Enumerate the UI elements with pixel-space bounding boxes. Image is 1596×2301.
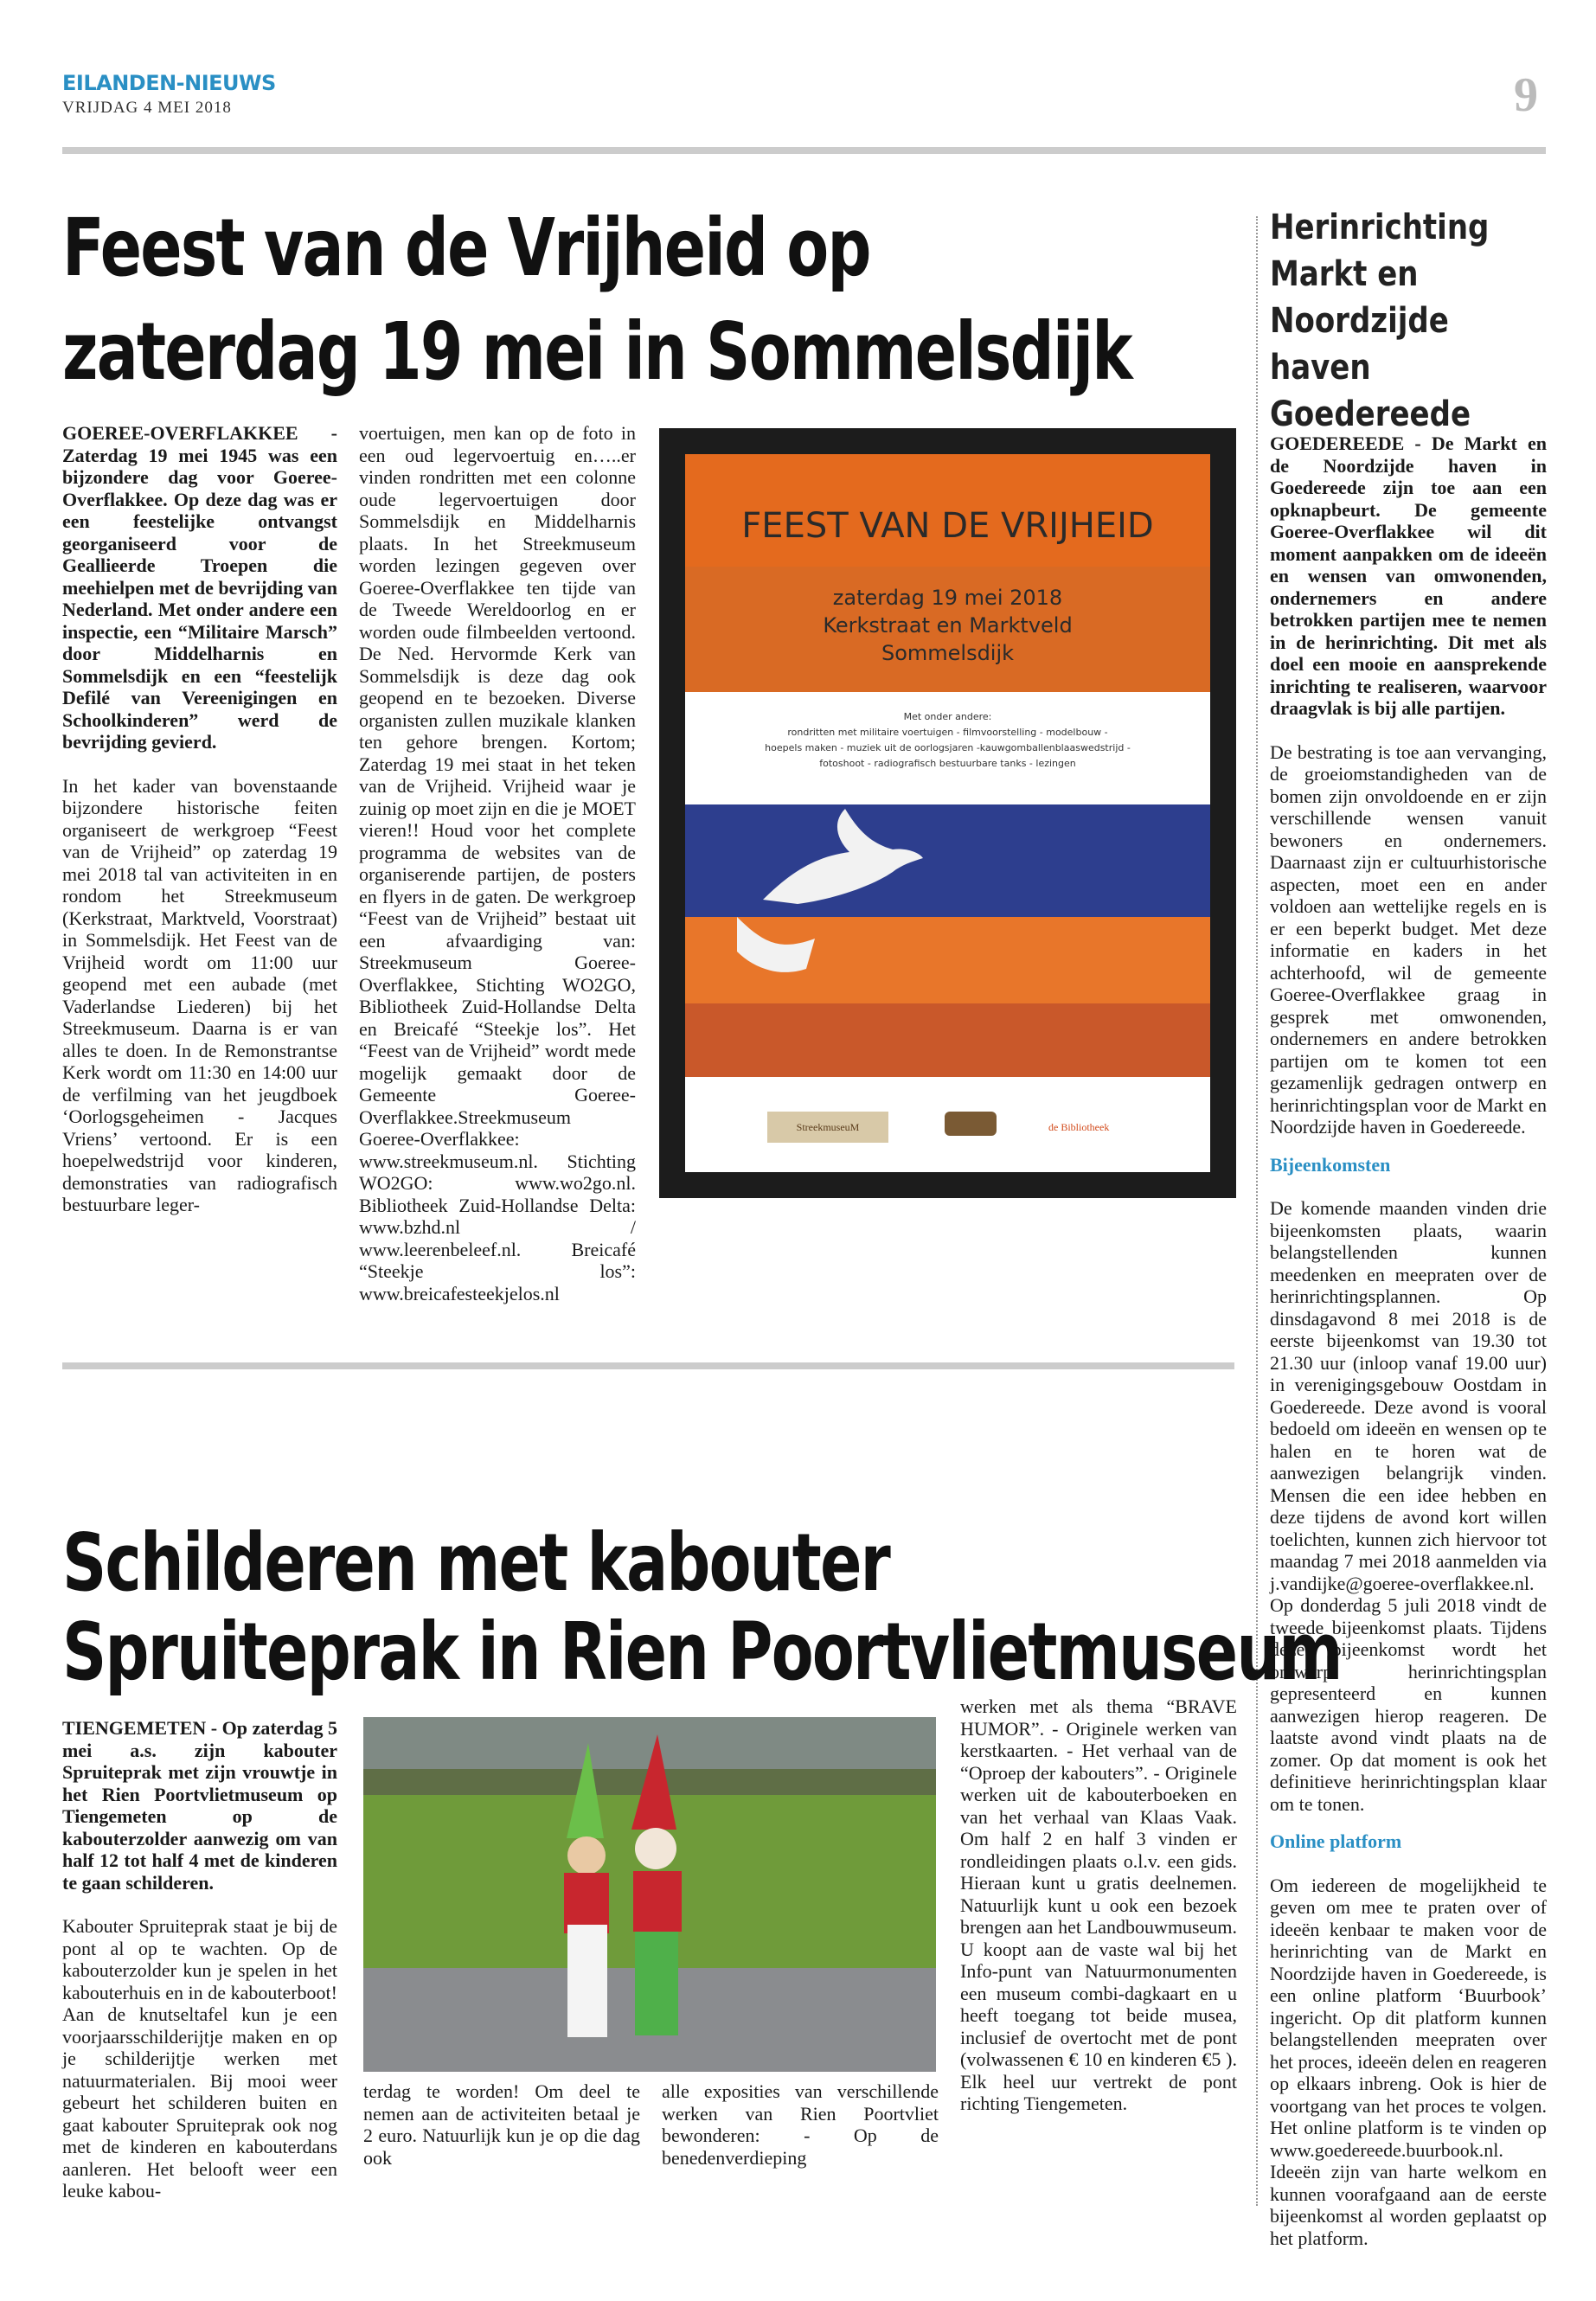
sidebar-headline: Herinrichting Markt en Noordzijde haven Goedereede <box>1270 208 1490 434</box>
sidebar-column <box>1270 433 1547 2271</box>
article2-body-3: alle exposities van verschillende werken van Rien Poortvliet bewonderen: - Op de benedenverdieping <box>662 2080 939 2169</box>
article2-column-1 <box>62 1717 337 2224</box>
article1-lead: GOEREE-OVERFLAKKEE - Zaterdag 19 mei 1945 was een bijzondere dag voor Goeree-Overflakkee. Op deze dag was er een feestelijke ontvangst georganiseerd voor de Geallieerde Troepen die meehielpen met de bevrijding van Nederland. Met onder andere een inspectie, een “Militaire Marsch” door Middelharnis en Sommelsdijk en een “feestelijk Defilé van Vereenigingen en Schoolkinderen” werd de bevrijding gevierd. <box>62 422 337 753</box>
sidebar-body-3: Om iedereen de mogelijkheid te geven om mee te praten over of ideeën kenbaar te maken voor de herinrichting van de Markt en Noordzijde haven in Goedereede, is een online platform ‘Buurbook’ ingericht. Op dit platform kunnen belangstellenden meepraten over het proces, ideeën delen en reageren op elkaars inbreng. Ook is hier de voortgang van het proces te volgen. Het online platform is te vinden op www.goedereede.buurbook.nl. Ideeën zijn van harte welkom en kunnen voorafgaand aan de eerste bijeenkomst al worden geplaatst op het platform. <box>1270 1874 1547 2249</box>
article1-column-2 <box>359 422 636 1326</box>
article2-lead: TIENGEMETEN - Op zaterdag 5 mei a.s. zijn kabouter Spruiteprak met zijn vrouwtje in het Rien Poortvlietmuseum op Tiengemeten op de kabouterzolder aanwezig om van half 12 tot half 4 met de kinderen te gaan schilderen. <box>62 1717 337 1894</box>
masthead: EILANDEN-NIEUWS <box>62 71 276 95</box>
article2-body-1: Kabouter Spruiteprak staat je bij de pont al op te wachten. Op de kabouterzolder kun je spelen in het kabouterhuis en in de kabouterboot! Aan de knutseltafel kun je een voorjaarsschilderijtje maken en op je schilderijtje werken met natuurmaterialen. Bij mooi weer gebeurt het schilderen buiten en gaat kabouter Spruiteprak ook nog met de kinderen en kabouterdans aanleren. Het belooft weer een leuke kabou- <box>62 1915 337 2202</box>
column-divider <box>1256 216 1258 2206</box>
issue-date: VRIJDAG 4 MEI 2018 <box>62 99 232 117</box>
sidebar-body-2: De komende maanden vinden drie bijeenkomsten plaats, waarin belangstellenden kunnen meedenken en meepraten over de herinrichtingsplannen. Op dinsdagavond 8 mei 2018 is de eerste bijeenkomst van 19.30 tot 21.30 uur (inloop vanaf 19.00 uur) in verenigingsgebouw Oostdam in Goedereede. Deze avond is vooral bedoeld om ideeën en wensen op te halen en te horen wat de aanwezigen belangrijk vinden. Mensen die een idee hebben en deze tijdens de avond kort willen toelichten, kunnen zich hiervoor tot maandag 7 mei 2018 aanmelden via j.vandijke@goeree-overflakkee.nl. Op donderdag 5 juli 2018 vindt de tweede bijeenkomst plaats. Tijdens deze bijeenkomst wordt het ontwerp herinrichtingsplan gepresenteerd en kunnen aanwezigen hierop reageren. De laatste avond vindt plaats na de zomer. Op dat moment is ook het definitieve herinrichtingsplan klaar om te tonen. <box>1270 1197 1547 1815</box>
article1-column-1 <box>62 422 337 1238</box>
poster-line-2: hoepels maken - muziek uit de oorlogsjaren -kauwgomballenblaaswedstrijd - <box>765 742 1131 753</box>
dove-icon <box>685 804 1210 917</box>
poster-date: zaterdag 19 mei 2018 <box>832 586 1063 610</box>
poster-intro: Met onder andere: <box>903 711 992 722</box>
poster-logos <box>685 1077 1210 1172</box>
gnome-photo-illustration <box>363 1717 936 2072</box>
poster-title: FEEST VAN DE VRIJHEID <box>741 506 1154 546</box>
article2-body-2: terdag te worden! Om deel te nemen aan de activiteiten betaal je 2 euro. Natuurlijk kun je op die dag ook <box>363 2080 640 2169</box>
article2-body-4: werken met als thema “BRAVE HUMOR”. - Originele werken van kerstkaarten. - Het verhaal van de “Oproep der kabouters”. - Originele werken uit de kabouterboeken en van het verhaal van Klaas Vaak. Om half 2 en half 3 vinden er rondleidingen plaats o.l.v. een gids. Hieraan kunt u gratis deelnemen. Natuurlijk kunt u ook een bezoek brengen aan het Landbouwmuseum. U koopt aan de vaste wal bij het Info-punt van Natuurmonumenten een museum combi-dagkaart en u heeft toegang tot beide musea, inclusief de overtocht met de pont (volwassenen € 10 en kinderen €5 ). Elk heel uur vertrekt de pont richting Tiengemeten. <box>960 1695 1237 2114</box>
article2-headline-line2: Spruiteprak in Rien Poortvlietmuseum <box>62 1606 1342 1698</box>
article2-column-2 <box>363 2080 640 2190</box>
article2-headline-line1: Schilderen met kabouter <box>62 1516 890 1609</box>
poster-line-1: rondritten met militaire voertuigen - filmvoorstelling - modelbouw - <box>787 727 1108 738</box>
streekmuseum-logo: StreekmuseuM <box>767 1112 888 1143</box>
article2-column-3 <box>662 2080 939 2190</box>
sidebar-subhead-bijeenkomsten: Bijeenkomsten <box>1270 1153 1391 1176</box>
poster-crowd-band <box>685 917 1210 1077</box>
gnome-photo <box>363 1717 936 2072</box>
sidebar-body-1: De bestrating is toe aan vervanging, de groeiomstandigheden van de bomen zijn onvoldoende en er zijn verschillende wensen vanuit bewoners en ondernemers. Daarnaast zijn er cultuurhistorische aspecten, moet een en ander voldoen aan wettelijke regels en is er een beperkt budget. Met deze informatie en kaders in het achterhoofd, wil de gemeente Goeree-Overflakkee graag in gesprek met omwonenden, ondernemers en andere betrokken partijen om te komen tot een gezamenlijk gedragen ontwerp en herinrichtingsplan voor de Markt en Noordzijde haven in Goedereede. <box>1270 740 1547 1138</box>
article2-column-4 <box>960 1695 1237 2137</box>
sidebar-lead: GOEDEREEDE - De Markt en de Noordzijde haven in Goedereede zijn toe aan een opknapbeurt. De gemeente Goeree-Overflakkee wil dit moment aanpakken om de ideeën en wensen van omwonenden, ondernemers en andere betrokken partijen mee te nemen in de herinrichting. Dit met als doel een mooie en aansprekende inrichting te realiseren, waarvoor draagvlak is bij alle partijen. <box>1270 433 1547 719</box>
page-number: 9 <box>1514 68 1538 122</box>
section-rule <box>62 1362 1234 1369</box>
article1-body-2: voertuigen, men kan op de foto in een oud legervoertuig en…..er vinden rondritten met een colonne oude legervoertuigen door Sommelsdijk en Middelharnis plaats. In het Streekmuseum worden lezingen gegeven over Goeree-Overflakkee ten tijde van de Tweede Wereldoorlog en er worden oude filmbeelden vertoond. De Ned. Hervormde Kerk van Sommelsdijk is deze dag ook geopend en te bezoeken. Diverse organisten zullen muzikale klanken ten gehore brengen. Kortom; Zaterdag 19 mei staat in het teken van de Vrijheid. Vrijheid waar je zuinig op moet zijn en die je MOET vieren!! Houd voor het complete programma de websites van de organiserende partijen, de posters en flyers in de gaten. De werkgroep “Feest van de Vrijheid” bestaat uit een afvaardiging van: Streekmuseum Goeree-Overflakkee, Stichting WO2GO, Bibliotheek Zuid-Hollandse Delta en Breicafé “Steekje los”. Het “Feest van de Vrijheid” wordt mede mogelijk gemaakt door de Gemeente Goeree-Overflakkee.Streekmuseum Goeree-Overflakkee: www.streekmuseum.nl. Stichting WO2GO: www.wo2go.nl. Bibliotheek Zuid-Hollandse Delta: www.bzhd.nl / www.leerenbeleef.nl. Breicafé “Steekje los”: www.breicafesteekjelos.nl <box>359 422 636 1304</box>
bibliotheek-logo: de Bibliotheek <box>1048 1121 1110 1133</box>
article1-body-1: In het kader van bovenstaande bijzondere historische feiten organiseert de werkgroep “Feest van de Vrijheid” op zaterdag 19 mei 2018 tal van activiteiten in en rondom het Streekmuseum (Kerkstraat, Marktveld, Voorstraat) in Sommelsdijk. Het Feest van de Vrijheid wordt om 11:00 uur geopend met een aubade (met Vaderlandse Liederen) bij het Streekmuseum. Daarna is er van alles te doen. In de Remonstrantse Kerk wordt om 11:30 en 14:00 uur de verfilming van het jeugdboek ‘Oorlogsgeheimen - Jacques Vriens’ vertoond. Er is een hoepelwedstrijd voor kinderen, demonstraties van radiografisch bestuurbare leger- <box>62 774 337 1215</box>
poster-line-3: fotoshoot - radiografisch bestuurbare tanks - lezingen <box>819 758 1076 769</box>
sidebar-subhead-online-platform: Online platform <box>1270 1830 1402 1852</box>
article1-headline-line1: Feest van de Vrijheid op <box>62 202 870 294</box>
poster-blue-band <box>685 804 1210 917</box>
top-rule <box>62 147 1546 154</box>
poster-date-band <box>685 567 1210 692</box>
article1-headline-line2: zaterdag 19 mei in Sommelsdijk <box>62 305 1131 398</box>
poster-info-band <box>685 692 1210 804</box>
wo2go-logo <box>945 1112 997 1136</box>
poster-location: Kerkstraat en Marktveld <box>823 613 1073 638</box>
poster-town: Sommelsdijk <box>881 641 1015 665</box>
crowd-icon <box>685 917 1210 1077</box>
poster-image <box>659 428 1236 1198</box>
